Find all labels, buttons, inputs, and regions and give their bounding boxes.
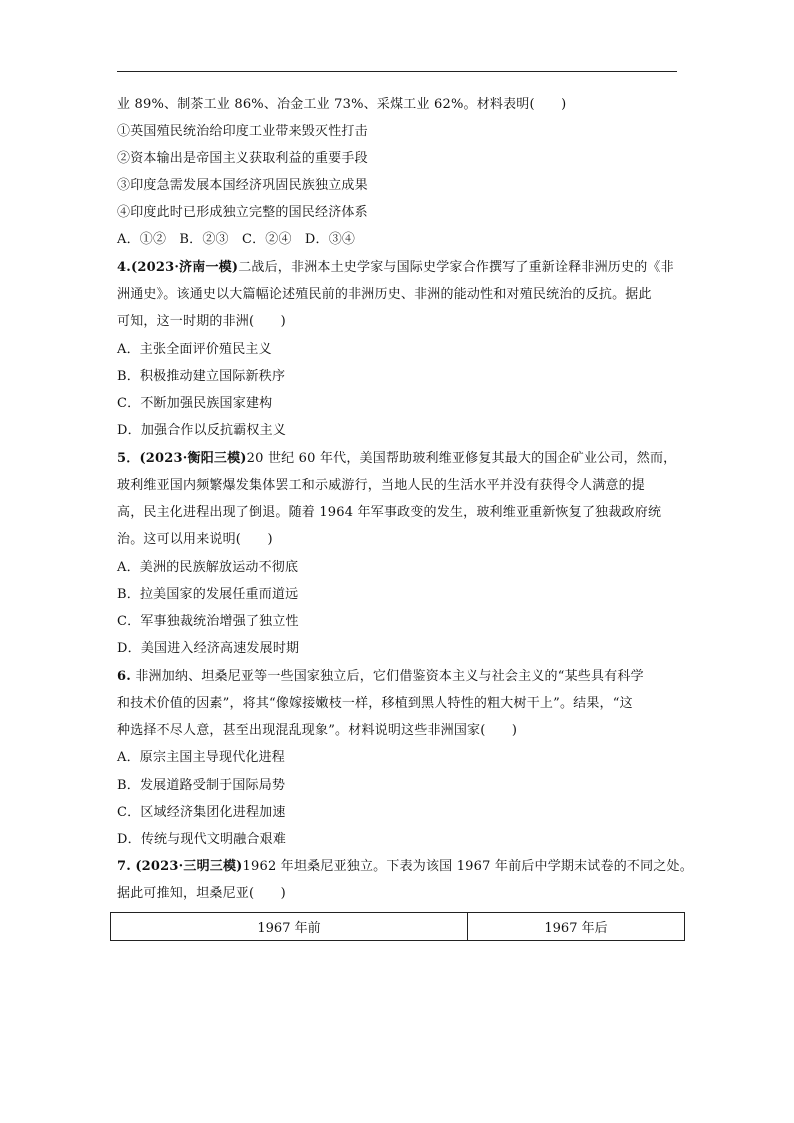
- q7-comparison-table: [110, 912, 685, 941]
- q5-option-c: C．军事独裁统治增强了独立性: [117, 614, 299, 629]
- q3-item-3: ③印度急需发展本国经济巩固民族独立成果: [117, 178, 368, 193]
- q7-stem-line-1: [117, 859, 693, 875]
- q5-number: 5．: [117, 451, 140, 466]
- header-rule: [117, 71, 677, 72]
- q3-options: A．①② B．②③ C．②④ D．③④: [117, 232, 356, 247]
- q4-stem-line-3: 可知，这一时期的非洲( ): [117, 314, 286, 329]
- q7-stem-text-1: 1962 年坦桑尼亚独立。下表为该国 1967 年前后中学期末试卷的不同之处。: [242, 859, 693, 874]
- q4-stem-text-1: 二战后，非洲本土史学家与国际史学家合作撰写了重新诠释非洲历史的《非: [238, 260, 674, 275]
- q5-option-b: B．拉美国家的发展任重而道远: [117, 587, 299, 602]
- q6-stem-text-1: 非洲加纳、坦桑尼亚等一些国家独立后，它们借鉴资本主义与社会主义的“某些具有科学: [135, 669, 644, 684]
- q5-stem-text-1: 20 世纪 60 年代，美国帮助玻利维亚修复其最大的国企矿业公司，然而，: [246, 451, 677, 466]
- q7-source: (2023·三明三模): [135, 859, 243, 874]
- q6-option-c: C．区域经济集团化进程加速: [117, 805, 286, 820]
- q6-option-d: D．传统与现代文明融合艰难: [117, 832, 287, 847]
- q4-number: 4.: [117, 260, 131, 275]
- q4-stem-line-1: [117, 260, 674, 276]
- q5-source: (2023·衡阳三模): [139, 451, 247, 466]
- q5-stem-line-1: [117, 451, 676, 467]
- q6-stem-line-3: 种选择不尽人意，甚至出现混乱现象”。材料说明这些非洲国家( ): [117, 723, 518, 738]
- q4-option-d: D．加强合作以反抗霸权主义: [117, 423, 287, 438]
- q4-option-c: C．不断加强民族国家建构: [117, 396, 273, 411]
- q5-option-a: A．美洲的民族解放运动不彻底: [117, 560, 299, 575]
- q4-source: (2023·济南一模): [130, 260, 239, 275]
- table-header-before-1967: 1967 年前: [111, 913, 468, 941]
- q3-item-4: ④印度此时已形成独立完整的国民经济体系: [117, 205, 368, 220]
- q7-number: 7.: [117, 859, 131, 874]
- table-header-after-1967: 1967 年后: [468, 913, 685, 941]
- q6-stem-line-2: 和技术价值的因素”，将其“像嫁接嫩枝一样，移植到黑人特性的粗大树干上”。结果，“这: [117, 696, 633, 711]
- q7-stem-line-2: 据此可推知，坦桑尼亚( ): [117, 886, 286, 901]
- q3-item-1: ①英国殖民统治给印度工业带来毁灭性打击: [117, 124, 368, 139]
- q6-option-b: B．发展道路受制于国际局势: [117, 778, 286, 793]
- q6-option-a: A．原宗主国主导现代化进程: [117, 750, 285, 765]
- q3-item-2: ②资本输出是帝国主义获取利益的重要手段: [117, 151, 368, 166]
- q5-stem-line-4: 治。这可以用来说明( ): [117, 532, 273, 547]
- q4-option-b: B．积极推动建立国际新秩序: [117, 369, 286, 384]
- q5-stem-line-2: 玻利维亚国内频繁爆发集体罢工和示威游行，当地人民的生活水平并没有获得令人满意的提: [117, 478, 646, 493]
- q3-stem-continuation: 业 89%、制茶工业 86%、冶金工业 73%、采煤工业 62%。材料表明( ): [117, 97, 567, 112]
- q4-stem-line-2: 洲通史》。该通史以大篇幅论述殖民前的非洲历史、非洲的能动性和对殖民统治的反抗。据此: [117, 287, 652, 302]
- table-header-row: [111, 913, 685, 941]
- q6-number: 6.: [117, 669, 131, 684]
- q5-option-d: D．美国进入经济高速发展时期: [117, 641, 300, 656]
- q5-stem-line-3: 高，民主化进程出现了倒退。随着 1964 年军事政变的发生，玻利维亚重新恢复了独裁政府统: [117, 505, 662, 520]
- q6-stem-line-1: [117, 669, 644, 685]
- q4-option-a: A．主张全面评价殖民主义: [117, 342, 272, 357]
